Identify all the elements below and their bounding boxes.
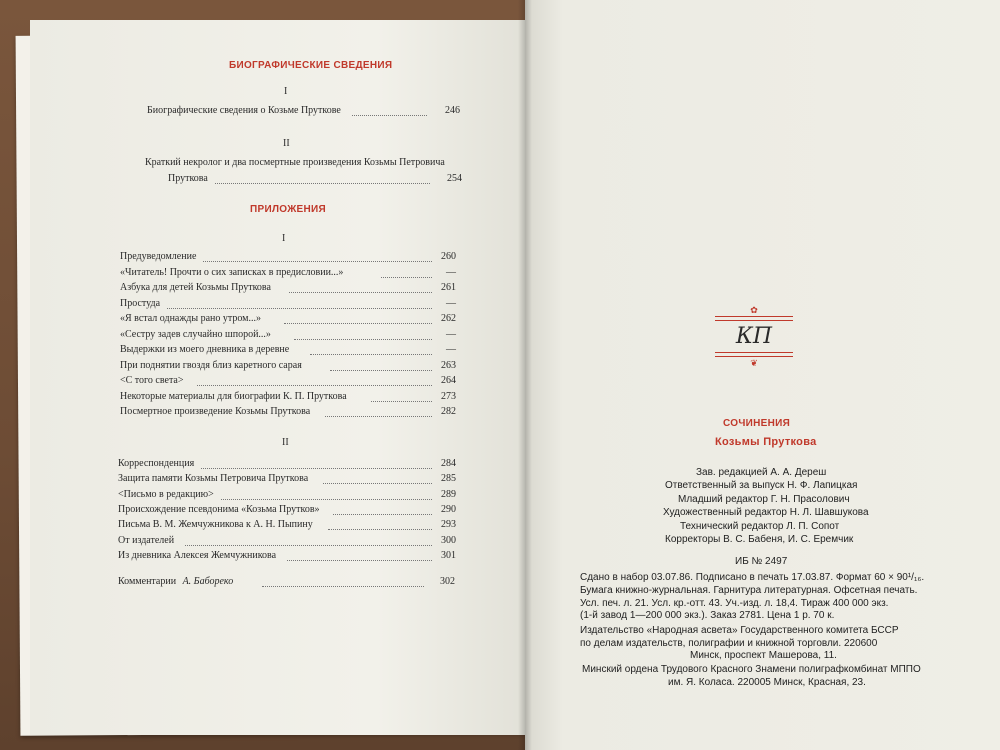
- toc-entry-page: 302: [440, 576, 455, 587]
- toc-entry-text: <С того света>: [120, 375, 184, 386]
- toc-leader-dots: [203, 261, 433, 262]
- roman-numeral: II: [282, 437, 289, 448]
- toc-entry-page: 301: [441, 549, 456, 561]
- toc-entry-page: —: [446, 266, 456, 278]
- imprint-line: Усл. печ. л. 21. Усл. кр.-отт. 43. Уч.-изд. л. 18,4. Тираж 400 000 экз.: [580, 597, 889, 609]
- toc-entry-text: Посмертное произведение Козьмы Пруткова: [120, 406, 311, 417]
- imprint-line: Художественный редактор Н. Л. Шавшукова: [663, 507, 869, 519]
- toc-leader-dots: [371, 401, 432, 402]
- toc-entry-text: <Письмо в редакцию>: [118, 488, 214, 500]
- toc-leader-dots: [287, 560, 432, 561]
- imprint-line: им. Я. Коласа. 220005 Минск, Красная, 23.: [668, 676, 866, 688]
- toc-entry-page: 273: [441, 390, 456, 402]
- toc-entry-text: Письма В. М. Жемчужникова к А. Н. Пыпину: [118, 519, 313, 531]
- toc-entry-text: Выдержки из моего дневника в деревне: [120, 344, 290, 355]
- toc-entry-text: От издателей: [118, 534, 175, 546]
- ornament-icon: ❦: [750, 358, 758, 368]
- ib-number: ИБ № 2497: [735, 556, 788, 567]
- toc-entry-page: 254: [447, 173, 462, 184]
- commentary-label-text: Комментарии: [118, 576, 177, 587]
- toc-entry-page: —: [446, 344, 456, 355]
- roman-numeral: II: [283, 138, 290, 149]
- toc-entry-page: 264: [441, 375, 456, 386]
- toc-leader-dots: [201, 468, 433, 469]
- toc-entry-text: При поднятии гвоздя близ каретного сарая: [120, 359, 302, 371]
- toc-entry-text: «Я встал однажды рано утром...»: [120, 313, 262, 324]
- toc-leader-dots: [221, 499, 432, 500]
- imprint-line: Минский ордена Трудового Красного Знамени полиграфкомбинат МППО: [582, 664, 921, 675]
- toc-leader-dots: [262, 586, 424, 587]
- commentary-author: А. Бабореко: [182, 576, 234, 587]
- toc-entry-text: Простуда: [120, 297, 161, 309]
- toc-entry-page: 289: [441, 488, 456, 500]
- imprint-line: Минск, проспект Машерова, 11.: [690, 650, 837, 661]
- toc-leader-dots: [167, 308, 432, 309]
- toc-entry-page: —: [446, 297, 456, 309]
- roman-numeral: I: [282, 233, 286, 244]
- toc-leader-dots: [185, 545, 432, 546]
- imprint-line: по делам издательств, полиграфии и книжной торговли. 220600: [580, 637, 878, 649]
- toc-leader-dots: [381, 277, 432, 278]
- toc-leader-dots: [289, 292, 432, 293]
- toc-entry-text: Защита памяти Козьмы Петровича Пруткова: [118, 473, 309, 485]
- publisher-logo: [715, 306, 793, 368]
- toc-entry-text: «Сестру задев случайно шпорой...»: [120, 328, 271, 340]
- toc-entry-text: Азбука для детей Козьмы Пруткова: [120, 282, 271, 293]
- toc-entry-page: 290: [441, 503, 456, 515]
- toc-leader-dots: [323, 483, 432, 484]
- toc-entry-page: 284: [441, 458, 456, 469]
- imprint-line: Зав. редакцией А. А. Дереш: [696, 467, 827, 478]
- toc-entry-text: Корреспонденция: [118, 458, 195, 469]
- toc-entry-text: Пруткова: [168, 173, 208, 184]
- commentary-label: [118, 576, 233, 587]
- toc-entry-page: 246: [445, 105, 460, 116]
- toc-leader-dots: [325, 416, 432, 417]
- toc-entry-page: 293: [441, 519, 456, 531]
- toc-entry-text: Биографические сведения о Козьме Пруткове: [147, 105, 341, 116]
- toc-leader-dots: [328, 529, 432, 530]
- toc-entry-text: Предуведомление: [120, 251, 197, 262]
- section-title-appendices: ПРИЛОЖЕНИЯ: [250, 204, 327, 215]
- toc-entry-page: 285: [441, 473, 456, 485]
- logo-monogram: КП: [735, 324, 773, 349]
- imprint-line: Сдано в набор 03.07.86. Подписано в печать 17.03.87. Формат 60 × 90¹/₁₆.: [580, 572, 925, 583]
- toc-entry-text: «Читатель! Прочти о сих записках в предисловии...»: [120, 266, 344, 278]
- book-title-1: СОЧИНЕНИЯ: [723, 418, 791, 429]
- toc-entry-page: 262: [441, 313, 456, 324]
- book-gutter: [518, 0, 532, 750]
- toc-leader-dots: [352, 115, 427, 116]
- imprint-line: Бумага книжно-журнальная. Гарнитура литературная. Офсетная печать.: [580, 584, 918, 596]
- imprint-line: Младший редактор Г. Н. Прасолович: [678, 493, 850, 505]
- toc-entry-text: Некоторые материалы для биографии К. П. Пруткова: [120, 390, 347, 402]
- imprint-line: Технический редактор Л. П. Сопот: [680, 520, 840, 532]
- imprint-line: Ответственный за выпуск Н. Ф. Лапицкая: [665, 480, 858, 492]
- section-title-biography: БИОГРАФИЧЕСКИЕ СВЕДЕНИЯ: [229, 60, 393, 71]
- toc-leader-dots: [284, 323, 432, 324]
- toc-entry-page: —: [446, 328, 456, 340]
- toc-entry-page: 263: [441, 359, 456, 371]
- toc-leader-dots: [294, 339, 432, 340]
- toc-leader-dots: [333, 514, 432, 515]
- toc-entry-text: Происхождение псевдонима «Козьма Прутков»: [118, 503, 320, 515]
- imprint-line: Корректоры В. С. Бабеня, И. С. Еремчик: [665, 534, 854, 545]
- toc-entry-page: 282: [441, 406, 456, 417]
- imprint-line: Издательство «Народная асвета» Государственного комитета БССР: [580, 625, 899, 636]
- toc-leader-dots: [330, 370, 432, 371]
- toc-entry-text: Краткий некролог и два посмертные произведения Козьмы Петровича: [145, 157, 445, 168]
- ornament-icon: ✿: [750, 305, 758, 315]
- toc-entry-page: 261: [441, 282, 456, 293]
- roman-numeral: I: [284, 86, 288, 97]
- toc-leader-dots: [197, 385, 432, 386]
- toc-leader-dots: [215, 183, 430, 184]
- toc-entry-page: 260: [441, 251, 456, 262]
- toc-entry-text: Из дневника Алексея Жемчужникова: [118, 549, 277, 561]
- toc-leader-dots: [310, 354, 432, 355]
- imprint-line: (1-й завод 1—200 000 экз.). Заказ 2781. Цена 1 р. 70 к.: [580, 610, 835, 622]
- toc-entry-page: 300: [441, 534, 456, 546]
- book-title-2: Козьмы Пруткова: [715, 436, 817, 448]
